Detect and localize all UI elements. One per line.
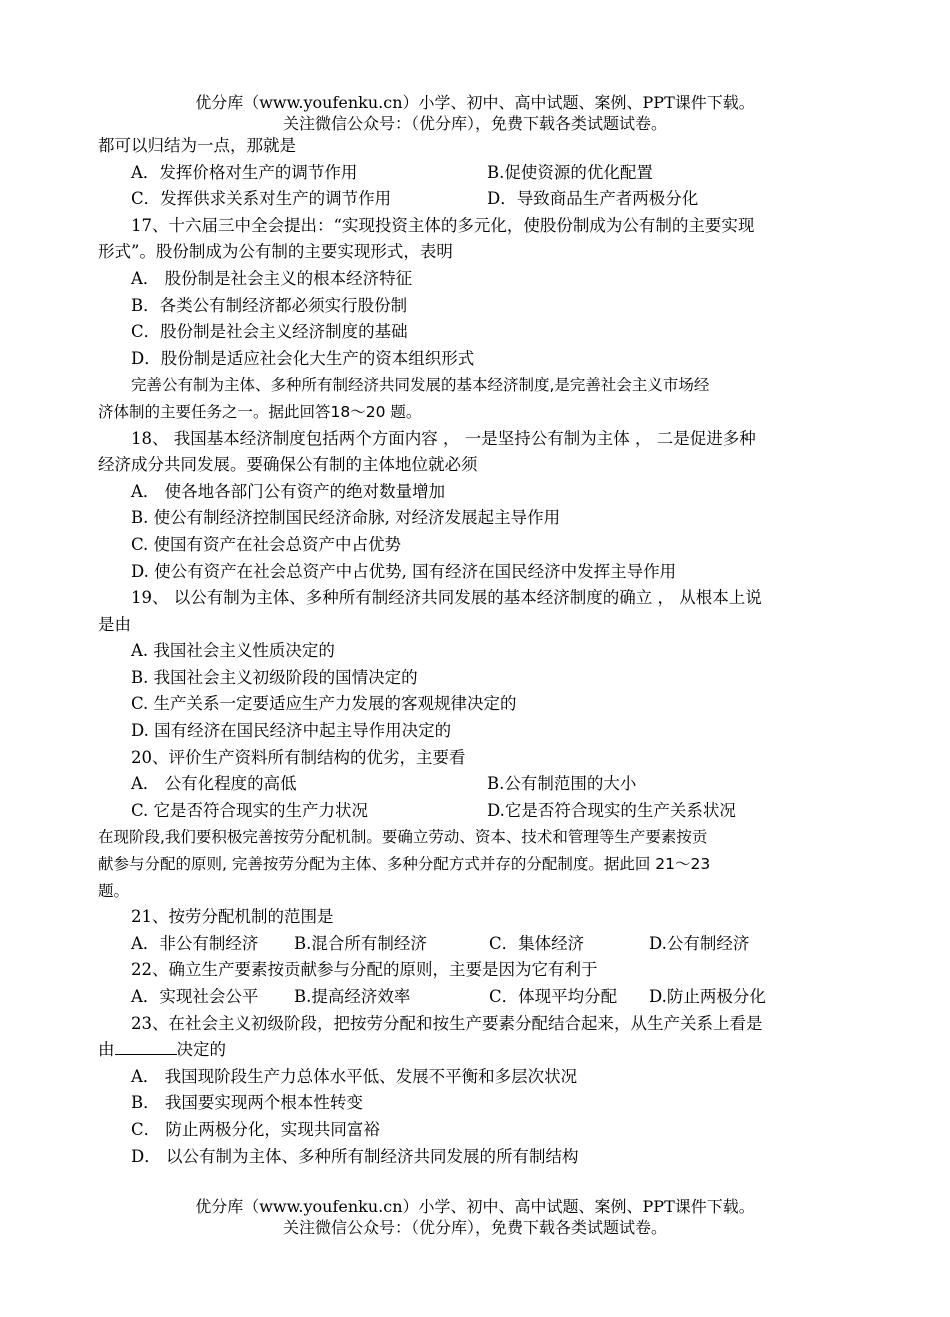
header-line-2: 关注微信公众号：（优分库），免费下载各类试题试卷。 <box>282 114 667 133</box>
intro-18-20-line-2: 济体制的主要任务之一。据此回答18～20 题。 <box>98 402 422 421</box>
q23-stem-suffix: 决定的 <box>176 1040 226 1060</box>
intro-21-23-line-1: 在现阶段,我们要积极完善按劳分配机制。要确立劳动、资本、技术和管理等生产要素按贡 <box>98 828 708 847</box>
q21-option-a: A．非公有制经济 <box>131 933 259 953</box>
q17-stem-line-2: 形式”。股份制成为公有制的主要实现形式，表明 <box>98 242 453 262</box>
q22-option-c: C．体现平均分配 <box>489 987 618 1006</box>
q20-option-a: A． 公有化程度的高低 <box>131 774 297 794</box>
q17-option-d: D．股份制是适应社会化大生产的资本组织形式 <box>131 348 475 368</box>
q20-stem: 20、评价生产资料所有制结构的优劣，主要看 <box>131 747 466 767</box>
q22-option-a: A．实现社会公平 <box>131 987 259 1006</box>
q22-stem: 22、确立生产要素按贡献参与分配的原则，主要是因为它有利于 <box>131 960 598 980</box>
q21-stem: 21、按劳分配机制的范围是 <box>131 907 334 927</box>
intro-18-20-line-1: 完善公有制为主体、多种所有制经济共同发展的基本经济制度,是完善社会主义市场经 <box>131 376 710 395</box>
exam-body <box>98 133 818 1170</box>
q19-option-b: B. 我国社会主义初级阶段的国情决定的 <box>131 667 418 687</box>
q18-option-b: B. 使公有制经济控制国民经济命脉, 对经济发展起主导作用 <box>131 508 561 528</box>
page-header <box>0 92 950 134</box>
q19-stem-line-2: 是由 <box>98 614 131 634</box>
q22-options <box>98 984 818 1011</box>
q20-options-cd <box>98 798 818 825</box>
q22-option-b: B.提高经济效率 <box>294 987 411 1006</box>
q18-option-d: D. 使公有资产在社会总资产中占优势, 国有经济在国民经济中发挥主导作用 <box>131 561 677 581</box>
header-line-1: 优分库（www.youfenku.cn）小学、初中、高中试题、案例、PPT课件下载。 <box>195 93 755 112</box>
page-footer <box>0 1196 950 1238</box>
intro-21-23-line-2: 献参与分配的原则, 完善按劳分配为主体、多种分配方式并存的分配制度。据此回 21～23 <box>98 855 711 874</box>
q23-stem-line-2 <box>98 1037 818 1064</box>
q16-option-a: A．发挥价格对生产的调节作用 <box>131 162 358 182</box>
q19-option-a: A. 我国社会主义性质决定的 <box>131 641 335 661</box>
q20-option-d: D.它是否符合现实的生产关系状况 <box>487 800 736 820</box>
q23-option-a: A． 我国现阶段生产力总体水平低、发展不平衡和多层次状况 <box>131 1066 578 1086</box>
q17-stem-line-1: 17、十六届三中全会提出：“实现投资主体的多元化，使股份制成为公有制的主要实现 <box>131 215 755 235</box>
q21-option-d: D.公有制经济 <box>649 933 750 953</box>
q18-option-a: A． 使各地各部门公有资产的绝对数量增加 <box>131 481 446 501</box>
q16-option-b: B.促使资源的优化配置 <box>487 162 653 182</box>
q18-stem-line-2: 经济成分共同发展。要确保公有制的主体地位就必须 <box>98 455 478 475</box>
q20-option-b: B.公有制范围的大小 <box>487 774 637 794</box>
q17-option-c: C．股份制是社会主义经济制度的基础 <box>131 322 408 342</box>
q18-stem-line-1: 18、 我国基本经济制度包括两个方面内容 ， 一是坚持公有制为主体 ， 二是促进多种 <box>131 428 756 448</box>
footer-line-1: 优分库（www.youfenku.cn）小学、初中、高中试题、案例、PPT课件下载。 <box>195 1197 755 1216</box>
q17-option-a: A． 股份制是社会主义的根本经济特征 <box>131 268 413 288</box>
q19-option-d: D. 国有经济在国民经济中起主导作用决定的 <box>131 721 452 741</box>
q21-option-c: C．集体经济 <box>489 933 585 953</box>
q18-option-c: C. 使国有资产在社会总资产中占优势 <box>131 534 402 554</box>
q16-option-d: D．导致商品生产者两极分化 <box>487 189 699 209</box>
q22-option-d: D.防止两极分化 <box>649 987 766 1006</box>
q23-stem-prefix: 由 <box>98 1040 115 1060</box>
q19-stem-line-1: 19、 以公有制为主体、多种所有制经济共同发展的基本经济制度的确立 ， 从根本上说 <box>131 588 762 608</box>
q20-option-c: C. 它是否符合现实的生产力状况 <box>131 800 369 820</box>
q19-option-c: C. 生产关系一定要适应生产力发展的客观规律决定的 <box>131 694 517 714</box>
intro-21-23-line-3: 题。 <box>98 881 130 900</box>
q16-options-cd <box>98 186 818 213</box>
q21-option-b: B.混合所有制经济 <box>294 933 427 953</box>
q16-option-c: C．发挥供求关系对生产的调节作用 <box>131 189 392 209</box>
q23-stem-line-1: 23、在社会主义初级阶段，把按劳分配和按生产要素分配结合起来，从生产关系上看是 <box>131 1013 763 1033</box>
q20-options-ab <box>98 771 818 798</box>
q23-option-d: D． 以公有制为主体、多种所有制经济共同发展的所有制结构 <box>131 1146 579 1166</box>
q17-option-b: B．各类公有制经济都必须实行股份制 <box>131 295 408 315</box>
q21-options <box>98 931 818 958</box>
q16-stem-tail: 都可以归结为一点，那就是 <box>98 136 296 155</box>
footer-line-2: 关注微信公众号：（优分库），免费下载各类试题试卷。 <box>282 1218 667 1237</box>
q23-option-c: C． 防止两极分化，实现共同富裕 <box>131 1119 380 1139</box>
q16-options-ab <box>98 160 818 187</box>
q23-option-b: B． 我国要实现两个根本性转变 <box>131 1093 363 1113</box>
q23-answer-blank <box>115 1038 177 1055</box>
